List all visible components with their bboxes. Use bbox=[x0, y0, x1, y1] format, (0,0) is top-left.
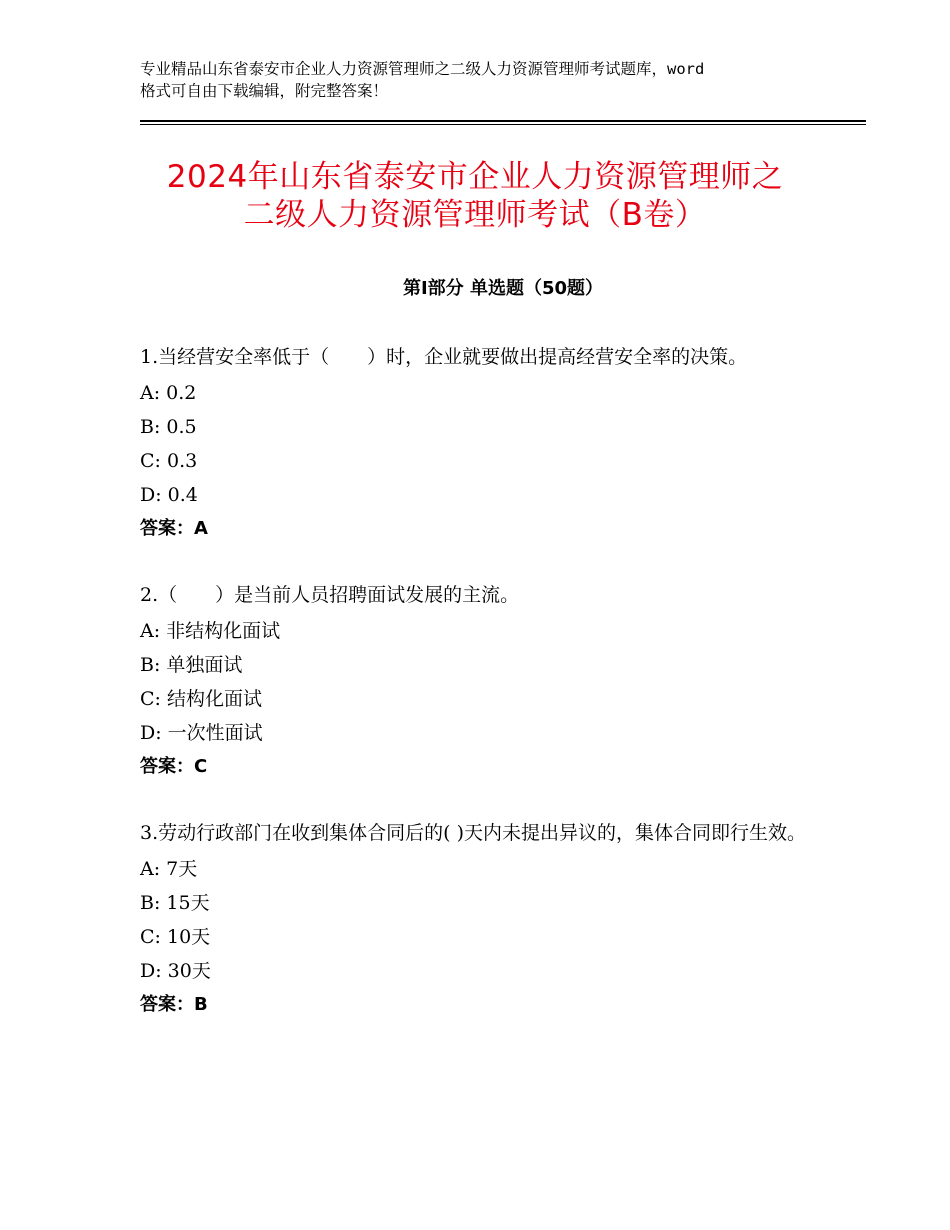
header-note bbox=[140, 58, 830, 102]
option-c: C: 10天 bbox=[140, 926, 211, 948]
question-list bbox=[140, 342, 820, 1056]
option-d: D: 0.4 bbox=[140, 484, 198, 506]
option-b: B: 单独面试 bbox=[140, 654, 243, 676]
section-heading: 第Ⅰ部分 单选题（50题） bbox=[402, 278, 603, 299]
answer: 答案：B bbox=[140, 994, 208, 1015]
question-stem: 3.劳动行政部门在收到集体合同后的( )天内未提出异议的，集体合同即行生效。 bbox=[140, 822, 806, 844]
question-3 bbox=[140, 818, 820, 1022]
answer: 答案：A bbox=[140, 518, 208, 539]
document-title bbox=[120, 158, 830, 234]
option-b: B: 0.5 bbox=[140, 416, 197, 438]
header-divider-thick bbox=[140, 120, 866, 122]
option-d: D: 一次性面试 bbox=[140, 722, 263, 744]
option-a: A: 7天 bbox=[140, 858, 198, 880]
option-a: A: 0.2 bbox=[140, 382, 197, 404]
header-note-line-1: 专业精品山东省泰安市企业人力资源管理师之二级人力资源管理师考试题库，word bbox=[140, 60, 705, 78]
option-c: C: 0.3 bbox=[140, 450, 198, 472]
answer: 答案：C bbox=[140, 756, 208, 777]
option-d: D: 30天 bbox=[140, 960, 211, 982]
option-b: B: 15天 bbox=[140, 892, 210, 914]
header-note-line-2: 格式可自由下载编辑，附完整答案！ bbox=[140, 82, 389, 100]
document-title-line-1: 2024年山东省泰安市企业人力资源管理师之 bbox=[166, 159, 784, 195]
header-divider-thin bbox=[140, 124, 866, 125]
question-2 bbox=[140, 580, 820, 784]
document-title-line-2: 二级人力资源管理师考试（B卷） bbox=[243, 197, 707, 233]
question-1 bbox=[140, 342, 820, 546]
question-stem: 2.（ ）是当前人员招聘面试发展的主流。 bbox=[140, 584, 520, 606]
option-a: A: 非结构化面试 bbox=[140, 620, 281, 642]
question-stem: 1.当经营安全率低于（ ）时，企业就要做出提高经营安全率的决策。 bbox=[140, 346, 748, 368]
option-c: C: 结构化面试 bbox=[140, 688, 262, 710]
